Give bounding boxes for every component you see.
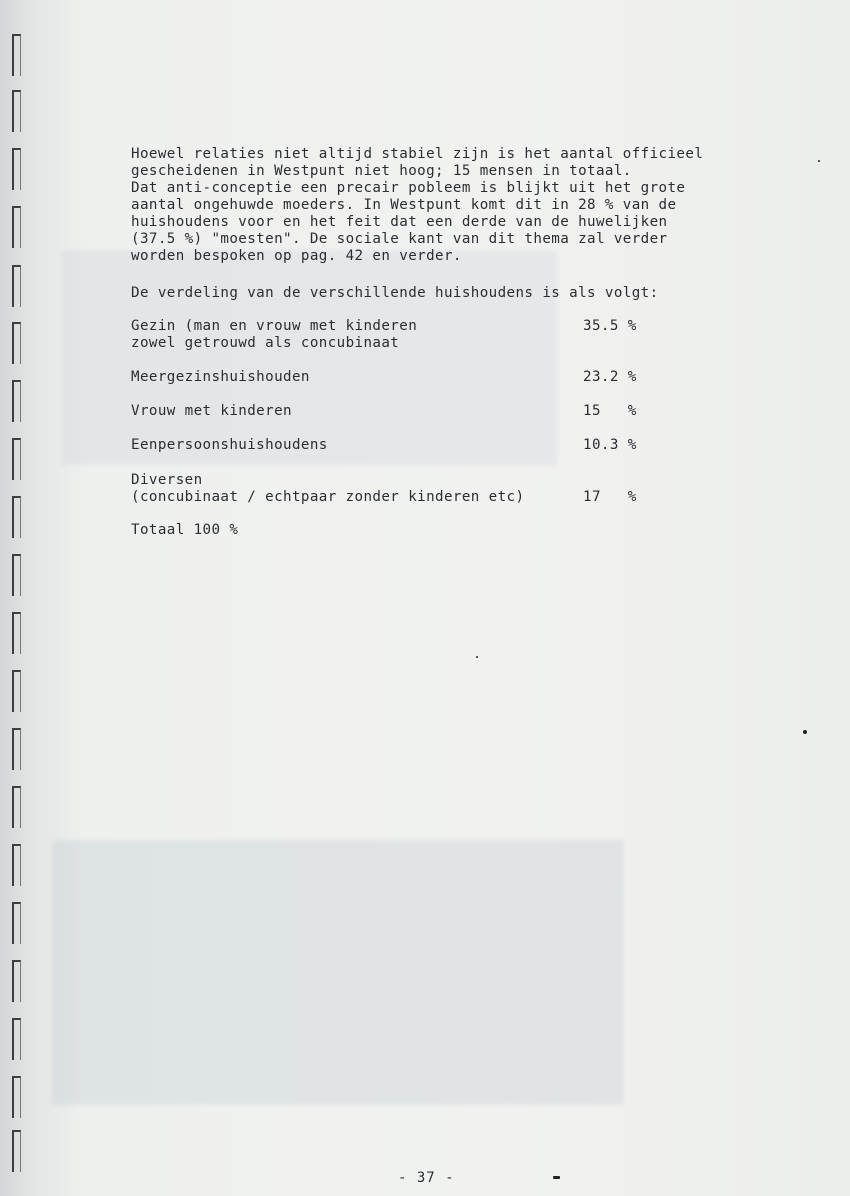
household-row xyxy=(131,403,651,420)
ink-speck xyxy=(803,730,807,734)
body-paragraph xyxy=(131,146,787,265)
total-line: Totaal 100 % xyxy=(131,522,239,538)
page-number: - 37 - xyxy=(398,1170,455,1186)
household-label: Meergezinshuishouden xyxy=(131,369,310,385)
paragraph-line: gescheidenen in Westpunt niet hoog; 15 mensen in totaal. xyxy=(131,163,632,179)
ink-speck xyxy=(818,160,820,162)
paragraph-line: Dat anti-conceptie een precair pobleem is blijkt uit het grote xyxy=(131,180,686,196)
household-label: Gezin (man en vrouw met kinderen zowel getrouwd als concubinaat xyxy=(131,318,418,351)
household-percentage: 35.5 % xyxy=(583,318,637,334)
household-label: Eenpersoonshuishoudens xyxy=(131,437,328,453)
household-row xyxy=(131,369,651,386)
household-label: Vrouw met kinderen xyxy=(131,403,292,419)
show-through-shadow xyxy=(62,250,557,465)
household-percentage: 10.3 % xyxy=(583,437,637,453)
paragraph-line: huishoudens voor en het feit dat een derde van de huwelijken xyxy=(131,214,668,230)
show-through-shadow xyxy=(52,840,624,1105)
household-percentage: 17 % xyxy=(583,489,637,505)
household-percentage: 23.2 % xyxy=(583,369,637,385)
household-percentage: 15 % xyxy=(583,403,637,419)
household-row xyxy=(131,437,651,454)
ink-speck xyxy=(476,656,478,658)
paragraph-line: aantal ongehuwde moeders. In Westpunt komt dit in 28 % van de xyxy=(131,197,677,213)
ink-speck xyxy=(553,1176,560,1179)
paragraph-line: Hoewel relaties niet altijd stabiel zijn is het aantal officieel xyxy=(131,146,704,162)
distribution-intro: De verdeling van de verschillende huishoudens is als volgt: xyxy=(131,285,659,301)
paragraph-line: worden bespoken op pag. 42 en verder. xyxy=(131,248,462,264)
spiral-binding xyxy=(8,20,28,1170)
household-row xyxy=(131,472,651,506)
paragraph-line: (37.5 %) "moesten". De sociale kant van dit thema zal verder xyxy=(131,231,668,247)
household-label: Diversen (concubinaat / echtpaar zonder kinderen etc) xyxy=(131,472,525,505)
household-row xyxy=(131,318,651,352)
